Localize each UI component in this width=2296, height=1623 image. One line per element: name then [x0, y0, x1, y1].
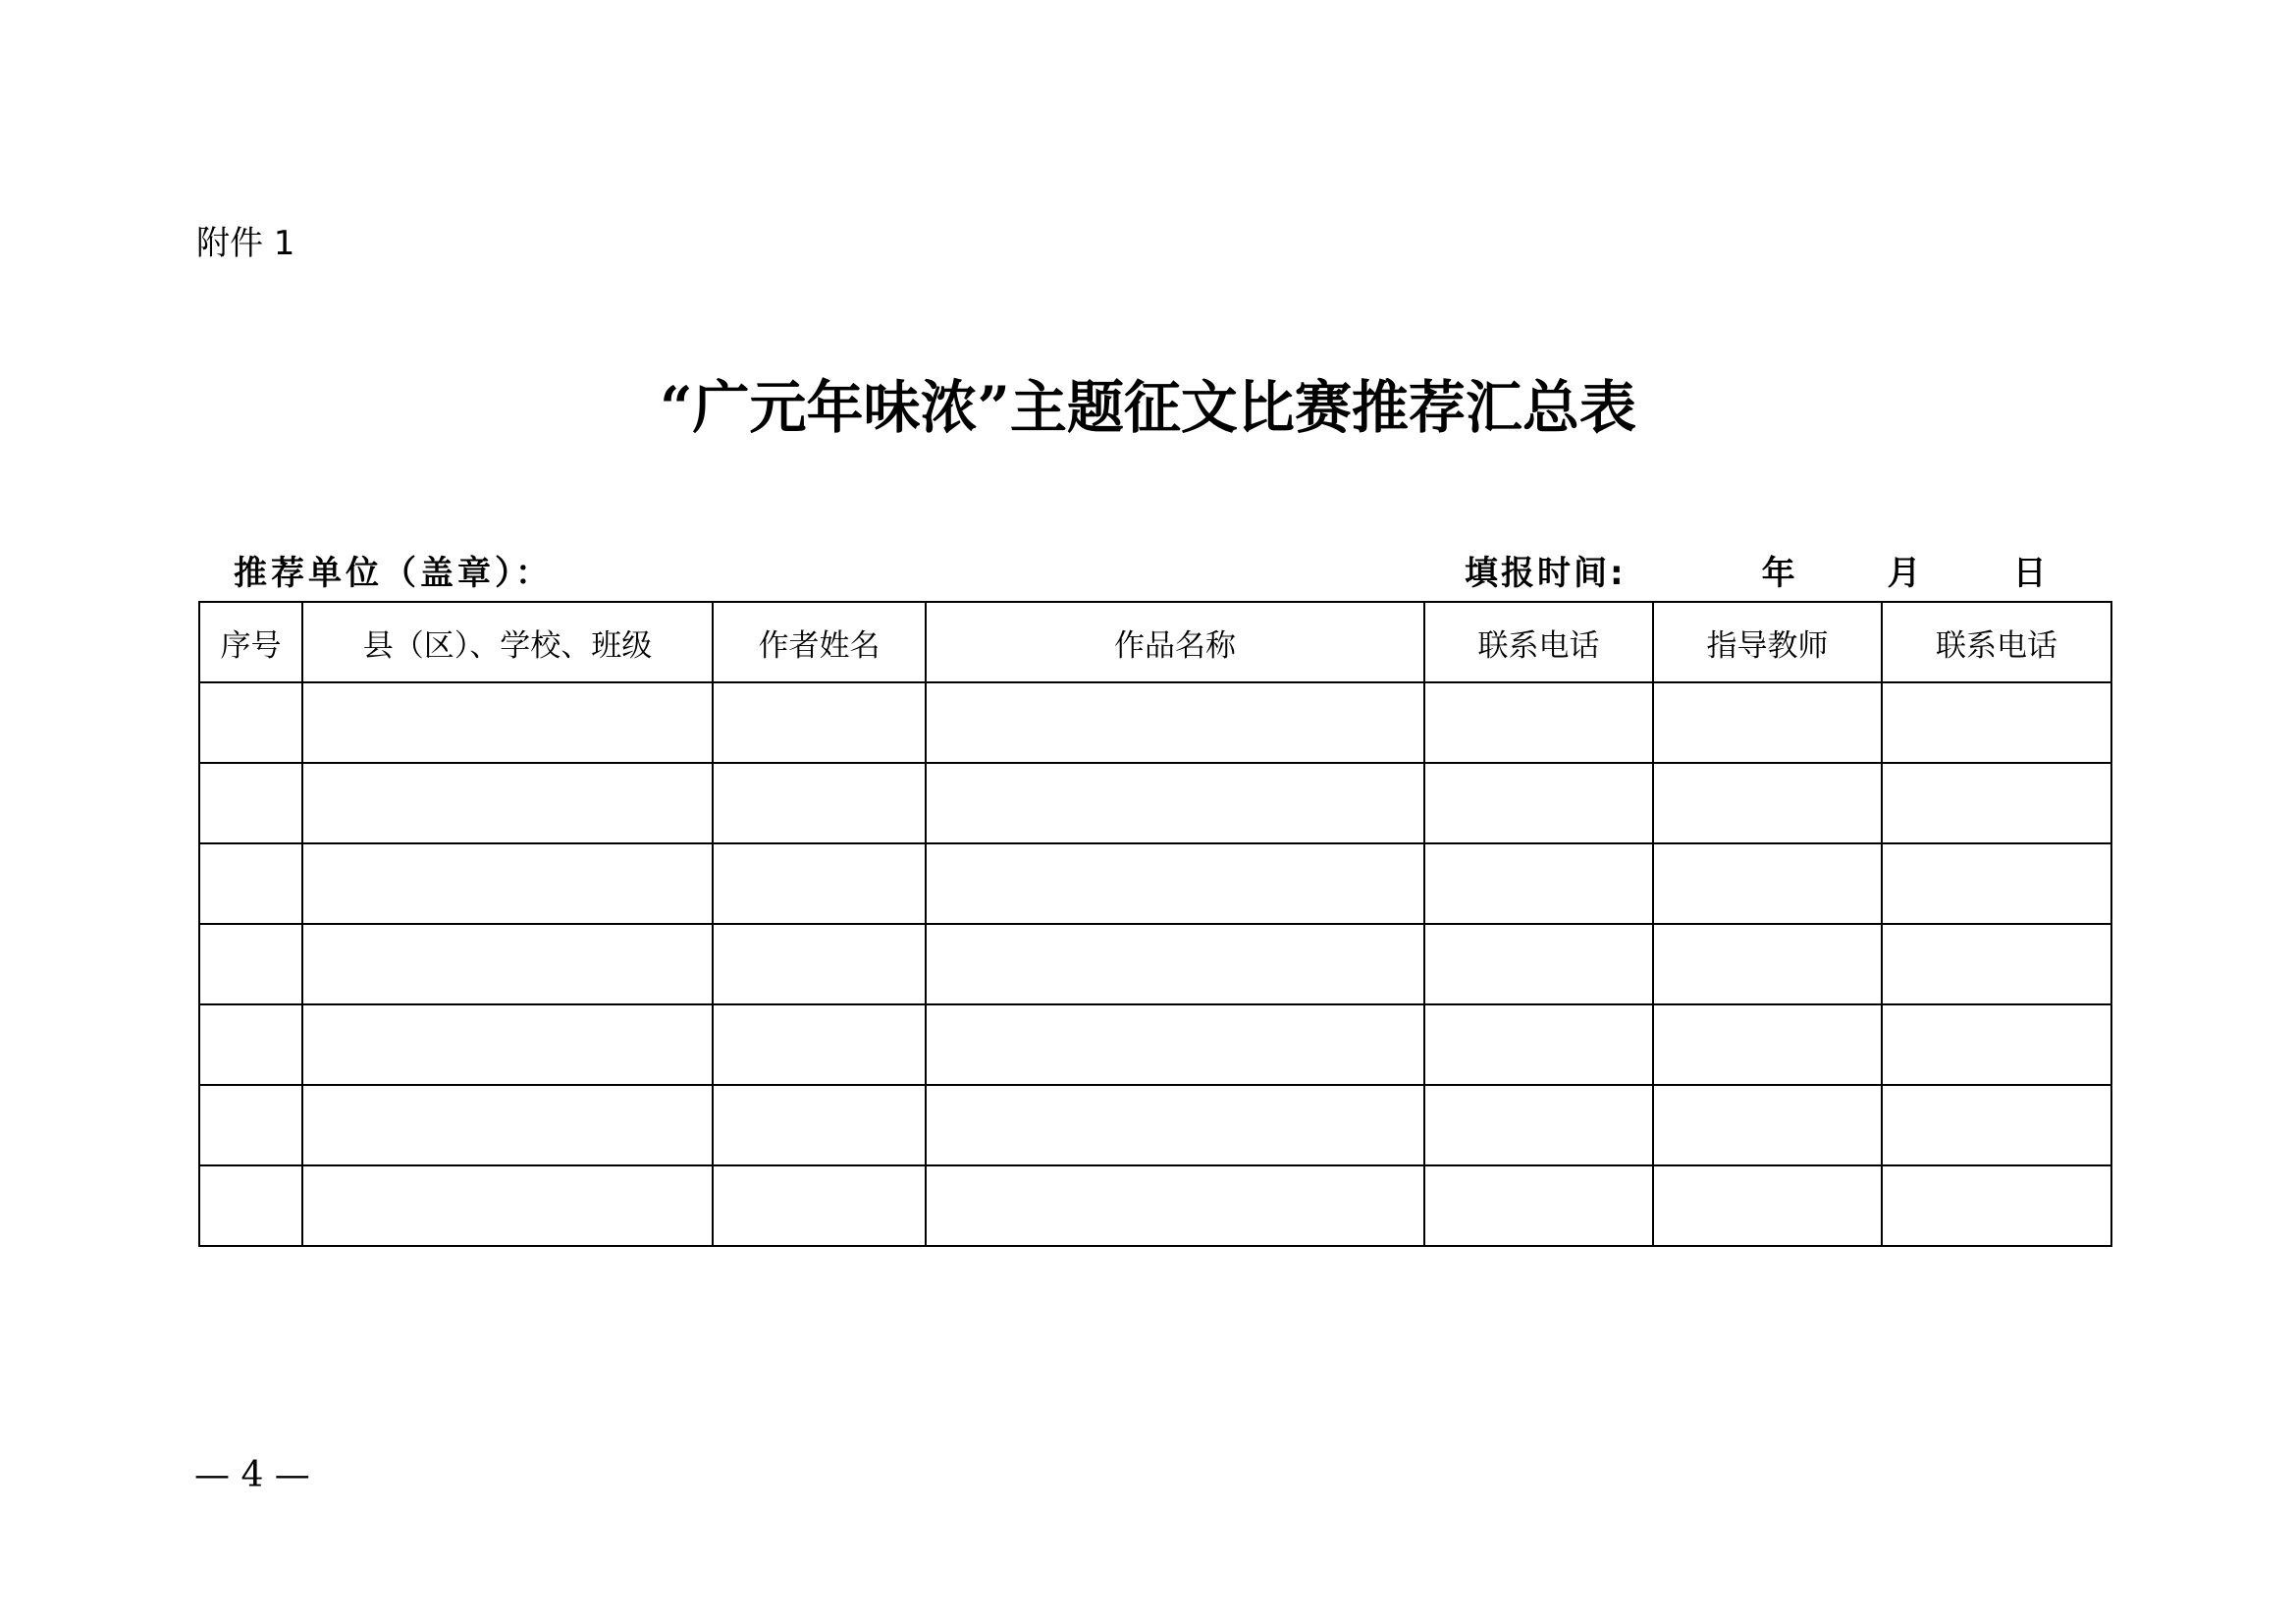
table-cell[interactable]	[302, 924, 713, 1004]
table-cell[interactable]	[302, 1165, 713, 1246]
table-cell[interactable]	[1653, 763, 1882, 843]
table-cell[interactable]	[1653, 682, 1882, 763]
table-cell[interactable]	[713, 924, 926, 1004]
table-cell[interactable]	[1653, 1004, 1882, 1085]
table-cell[interactable]	[1653, 924, 1882, 1004]
table-row	[199, 1165, 2111, 1246]
table-cell[interactable]	[926, 763, 1424, 843]
header-instructor-phone: 联系电话	[1882, 602, 2111, 682]
table-cell[interactable]	[1882, 843, 2111, 924]
table-cell[interactable]	[926, 843, 1424, 924]
table-cell[interactable]	[1882, 1004, 2111, 1085]
table-cell[interactable]	[1882, 682, 2111, 763]
page-number: — 4 —	[194, 1455, 310, 1495]
table-cell[interactable]	[302, 1004, 713, 1085]
table-cell[interactable]	[302, 1085, 713, 1165]
attachment-label: 附件 1	[196, 224, 295, 263]
table-cell[interactable]	[1653, 1165, 1882, 1246]
header-work-title: 作品名称	[926, 602, 1424, 682]
table-cell[interactable]	[199, 763, 302, 843]
fill-date-year: 年	[1761, 554, 1795, 593]
table-cell[interactable]	[1882, 1165, 2111, 1246]
table-row	[199, 1085, 2111, 1165]
table-cell[interactable]	[1653, 843, 1882, 924]
table-cell[interactable]	[713, 763, 926, 843]
header-instructor: 指导教师	[1653, 602, 1882, 682]
table-cell[interactable]	[1424, 924, 1653, 1004]
table-cell[interactable]	[302, 763, 713, 843]
table-cell[interactable]	[199, 1004, 302, 1085]
table-row	[199, 682, 2111, 763]
table-cell[interactable]	[1424, 1085, 1653, 1165]
table-cell[interactable]	[713, 843, 926, 924]
page-title: “广元年味浓”主题征文比赛推荐汇总表	[660, 374, 1636, 441]
fill-date-label: 填报时间:	[1465, 554, 1627, 593]
table-cell[interactable]	[1882, 763, 2111, 843]
table-cell[interactable]	[1424, 1165, 1653, 1246]
table-cell[interactable]	[199, 843, 302, 924]
table-row	[199, 1004, 2111, 1085]
header-author-name: 作者姓名	[713, 602, 926, 682]
table-cell[interactable]	[1424, 1004, 1653, 1085]
table-cell[interactable]	[1424, 843, 1653, 924]
table-row	[199, 924, 2111, 1004]
fill-date-day: 日	[2012, 554, 2047, 593]
table-cell[interactable]	[1424, 682, 1653, 763]
table-cell[interactable]	[199, 1085, 302, 1165]
table-cell[interactable]	[199, 682, 302, 763]
table-cell[interactable]	[199, 924, 302, 1004]
fill-date	[1465, 550, 2047, 597]
header-serial-number: 序号	[199, 602, 302, 682]
table-header-row	[199, 602, 2111, 682]
table-cell[interactable]	[302, 682, 713, 763]
table-cell[interactable]	[302, 843, 713, 924]
summary-table	[198, 601, 2112, 1247]
header-county-school-class: 县（区）、学校、班级	[302, 602, 713, 682]
table-cell[interactable]	[713, 1085, 926, 1165]
table-cell[interactable]	[926, 924, 1424, 1004]
table-cell[interactable]	[926, 1085, 1424, 1165]
table-cell[interactable]	[1653, 1085, 1882, 1165]
table-cell[interactable]	[713, 1004, 926, 1085]
table-cell[interactable]	[199, 1165, 302, 1246]
table-cell[interactable]	[926, 682, 1424, 763]
fill-date-month: 月	[1887, 554, 1921, 593]
table-row	[199, 843, 2111, 924]
table-row	[199, 763, 2111, 843]
table-cell[interactable]	[926, 1165, 1424, 1246]
header-contact-phone: 联系电话	[1424, 602, 1653, 682]
table-cell[interactable]	[1424, 763, 1653, 843]
table-cell[interactable]	[1882, 1085, 2111, 1165]
recommending-unit-label: 推荐单位（盖章）：	[234, 554, 553, 593]
table-cell[interactable]	[1882, 924, 2111, 1004]
table-cell[interactable]	[926, 1004, 1424, 1085]
table-cell[interactable]	[713, 682, 926, 763]
table-cell[interactable]	[713, 1165, 926, 1246]
table-body	[199, 682, 2111, 1246]
